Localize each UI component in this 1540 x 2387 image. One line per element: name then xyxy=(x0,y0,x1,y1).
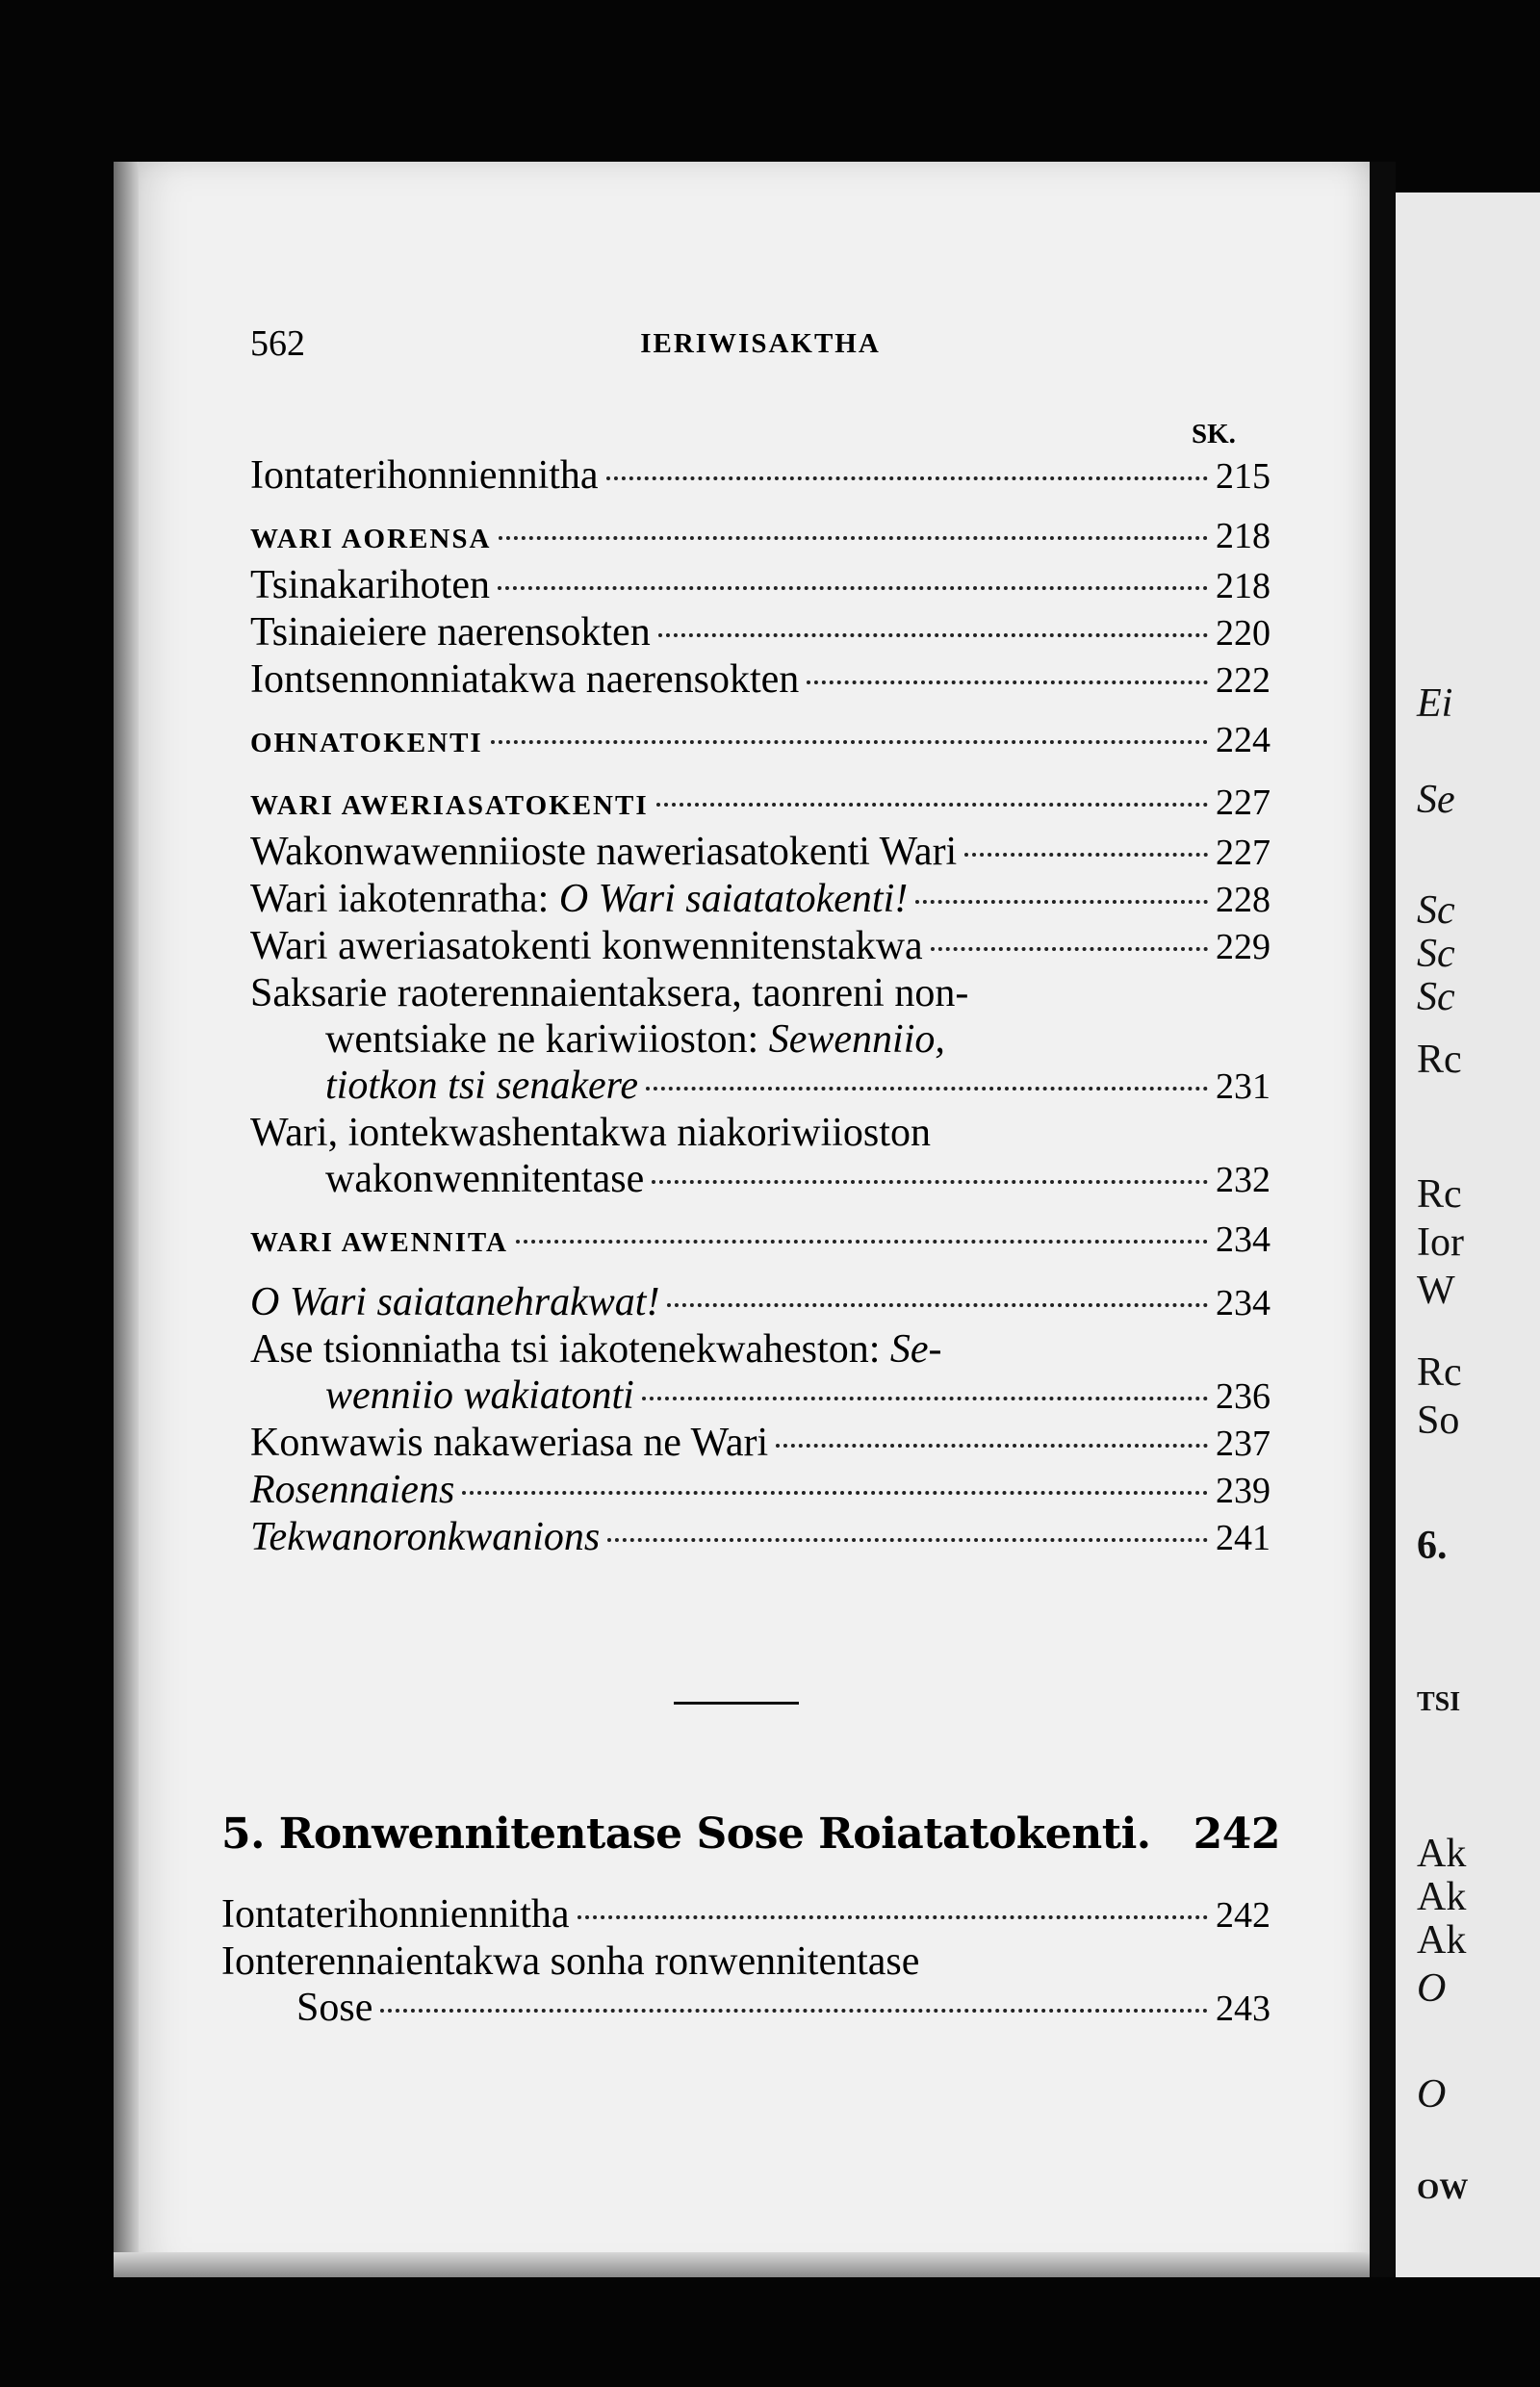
entry-page: 236 xyxy=(1216,1376,1270,1417)
right-page xyxy=(1396,192,1540,2277)
dot-leader xyxy=(646,1087,1208,1091)
fragment: Sc xyxy=(1417,888,1455,933)
entry-title-italic: wenniio wakiatonti xyxy=(325,1373,634,1418)
entry-title-text: Ase tsionniatha tsi iakotenekwaheston: xyxy=(250,1327,881,1372)
dot-leader xyxy=(380,2009,1208,2013)
entry-title: wakonwennitentase xyxy=(325,1157,645,1201)
dot-leader xyxy=(656,803,1208,807)
entry-page: 227 xyxy=(1216,833,1270,873)
dot-leader xyxy=(578,1915,1208,1919)
entry-page: 220 xyxy=(1216,613,1270,654)
toc-entry xyxy=(250,1514,1270,1561)
entry-page: 229 xyxy=(1216,927,1270,967)
toc-entry-line xyxy=(250,970,1270,1016)
entry-title: OHNATOKENTI xyxy=(250,728,483,758)
fragment: OW xyxy=(1417,2173,1469,2205)
toc-heading xyxy=(250,717,1270,766)
toc-entry xyxy=(250,562,1270,609)
fragment: Ior xyxy=(1417,1220,1464,1265)
toc-entry xyxy=(250,876,1270,923)
toc-entry xyxy=(250,1420,1270,1467)
entry-title-italic: O Wari saiatanehrakwat! xyxy=(250,1280,660,1324)
entry-page: 228 xyxy=(1216,880,1270,920)
dot-leader xyxy=(499,536,1208,540)
toc-entry xyxy=(250,829,1270,876)
entry-title: Wari, iontekwashentakwa niakoriwiioston xyxy=(250,1111,931,1155)
entry-page: 222 xyxy=(1216,660,1270,701)
fragment: O xyxy=(1417,2072,1447,2117)
entry-title: Iontaterihonniennitha xyxy=(250,453,599,498)
dot-leader xyxy=(931,947,1208,951)
entry-page: 237 xyxy=(1216,1424,1270,1464)
entry-title-text: wentsiake ne kariwiioston: xyxy=(325,1017,759,1062)
toc-entry-line xyxy=(250,1110,1270,1156)
entry-title-text: Wari iakotenratha: xyxy=(250,877,550,921)
dot-leader xyxy=(607,1538,1208,1542)
entry-title-italic: Sewenniio, xyxy=(768,1017,945,1062)
toc-entry xyxy=(250,1156,1270,1203)
entry-page: 242 xyxy=(1216,1895,1270,1936)
fragment: Ak xyxy=(1417,1918,1467,1963)
dot-leader xyxy=(776,1444,1208,1448)
entry-title: WARI AWENNITA xyxy=(250,1227,508,1258)
entry-title: Wari aweriasatokenti konwennitenstakwa xyxy=(250,924,923,968)
fragment: Sc xyxy=(1417,932,1455,976)
dot-leader xyxy=(915,900,1208,904)
section-heading xyxy=(221,1810,1280,1859)
toc-entry xyxy=(250,1373,1270,1420)
fragment: W xyxy=(1417,1269,1455,1313)
fragment: Rc xyxy=(1417,1038,1462,1082)
fragment: O xyxy=(1417,1966,1447,2011)
toc-entry-line xyxy=(250,1016,1270,1063)
entry-title-italic: Tekwanoronkwanions xyxy=(250,1515,601,1559)
dot-leader xyxy=(667,1303,1208,1307)
fragment: So xyxy=(1417,1399,1460,1443)
section-divider xyxy=(674,1702,799,1705)
fragment: 6. xyxy=(1417,1524,1448,1568)
page-column-label: SK. xyxy=(1192,419,1236,449)
toc-heading xyxy=(250,780,1270,829)
toc-heading xyxy=(250,1217,1270,1266)
entry-title: Saksarie raoterennaientaksera, taonreni non- xyxy=(250,971,969,1015)
dot-leader xyxy=(462,1491,1208,1495)
entry-title-italic: Rosennaiens xyxy=(250,1468,455,1512)
section-page: 242 xyxy=(1193,1810,1280,1859)
entry-title: Konwawis nakaweriasa ne Wari xyxy=(250,1421,769,1465)
toc-entry xyxy=(250,609,1270,656)
dot-leader xyxy=(964,853,1208,857)
entry-title xyxy=(250,1326,942,1373)
fragment: TSI xyxy=(1417,1687,1461,1717)
page-header xyxy=(250,322,1270,371)
entry-title-italic: tiotkon tsi senakere xyxy=(325,1064,639,1108)
entry-page: 232 xyxy=(1216,1160,1270,1200)
entry-page: 234 xyxy=(1216,1283,1270,1323)
dot-leader xyxy=(642,1397,1208,1400)
fragment: Rc xyxy=(1417,1350,1462,1395)
toc-entry xyxy=(250,1063,1270,1110)
fragment: Ak xyxy=(1417,1875,1467,1919)
section-contents xyxy=(221,1891,1270,2032)
entry-title-italic: Se- xyxy=(889,1327,942,1372)
toc-heading xyxy=(250,513,1270,562)
table-of-contents xyxy=(250,452,1270,1561)
entry-page: 227 xyxy=(1216,783,1270,823)
entry-title: Ionterennaientakwa sonha ronwennitentase xyxy=(221,1939,920,1984)
dot-leader xyxy=(652,1180,1208,1184)
running-title: IERIWISAKTHA xyxy=(640,328,881,359)
toc-entry xyxy=(250,923,1270,970)
entry-title: Tsinaieiere naerensokten xyxy=(250,610,651,654)
entry-page: 231 xyxy=(1216,1066,1270,1107)
toc-entry xyxy=(250,1279,1270,1326)
entry-title xyxy=(250,876,908,922)
fragment: Se xyxy=(1417,778,1455,822)
entry-title: WARI AWERIASATOKENTI xyxy=(250,790,649,821)
section-title: 5. Ronwennitentase Sose Roiatatokenti. xyxy=(221,1810,1151,1859)
toc-entry xyxy=(221,1985,1270,2032)
fragment: Ak xyxy=(1417,1832,1467,1876)
dot-leader xyxy=(516,1240,1208,1244)
entry-page: 218 xyxy=(1216,566,1270,606)
dot-leader xyxy=(498,586,1208,590)
entry-title: Iontaterihonniennitha xyxy=(221,1892,570,1937)
toc-entry xyxy=(250,1467,1270,1514)
entry-page: 218 xyxy=(1216,516,1270,556)
dot-leader xyxy=(606,476,1208,480)
toc-entry xyxy=(250,656,1270,704)
toc-entry xyxy=(250,452,1270,500)
entry-title xyxy=(325,1016,945,1063)
entry-title: Sose xyxy=(296,1986,373,2030)
entry-page: 224 xyxy=(1216,720,1270,760)
fragment: Rc xyxy=(1417,1172,1462,1217)
entry-page: 243 xyxy=(1216,1989,1270,2029)
dot-leader xyxy=(807,680,1208,684)
entry-page: 215 xyxy=(1216,456,1270,497)
book-gutter xyxy=(1370,162,1396,2277)
fragment: Sc xyxy=(1417,975,1455,1019)
dot-leader xyxy=(658,633,1208,637)
fragment: Ei xyxy=(1417,681,1453,726)
entry-title: Iontsennonniatakwa naerensokten xyxy=(250,657,800,702)
dot-leader xyxy=(491,740,1208,744)
entry-title: WARI AORENSA xyxy=(250,524,492,554)
toc-entry-line xyxy=(221,1938,1270,1985)
entry-title: Wakonwawenniioste naweriasatokenti Wari xyxy=(250,830,958,874)
entry-page: 241 xyxy=(1216,1518,1270,1558)
entry-title: Tsinakarihoten xyxy=(250,563,490,607)
entry-page: 234 xyxy=(1216,1219,1270,1260)
toc-entry-line xyxy=(250,1326,1270,1373)
entry-page: 239 xyxy=(1216,1471,1270,1511)
toc-entry xyxy=(221,1891,1270,1938)
entry-title-italic: O Wari saiatatokenti! xyxy=(558,877,909,921)
page-number: 562 xyxy=(250,323,305,364)
page-bottom-edge xyxy=(114,2252,1370,2277)
